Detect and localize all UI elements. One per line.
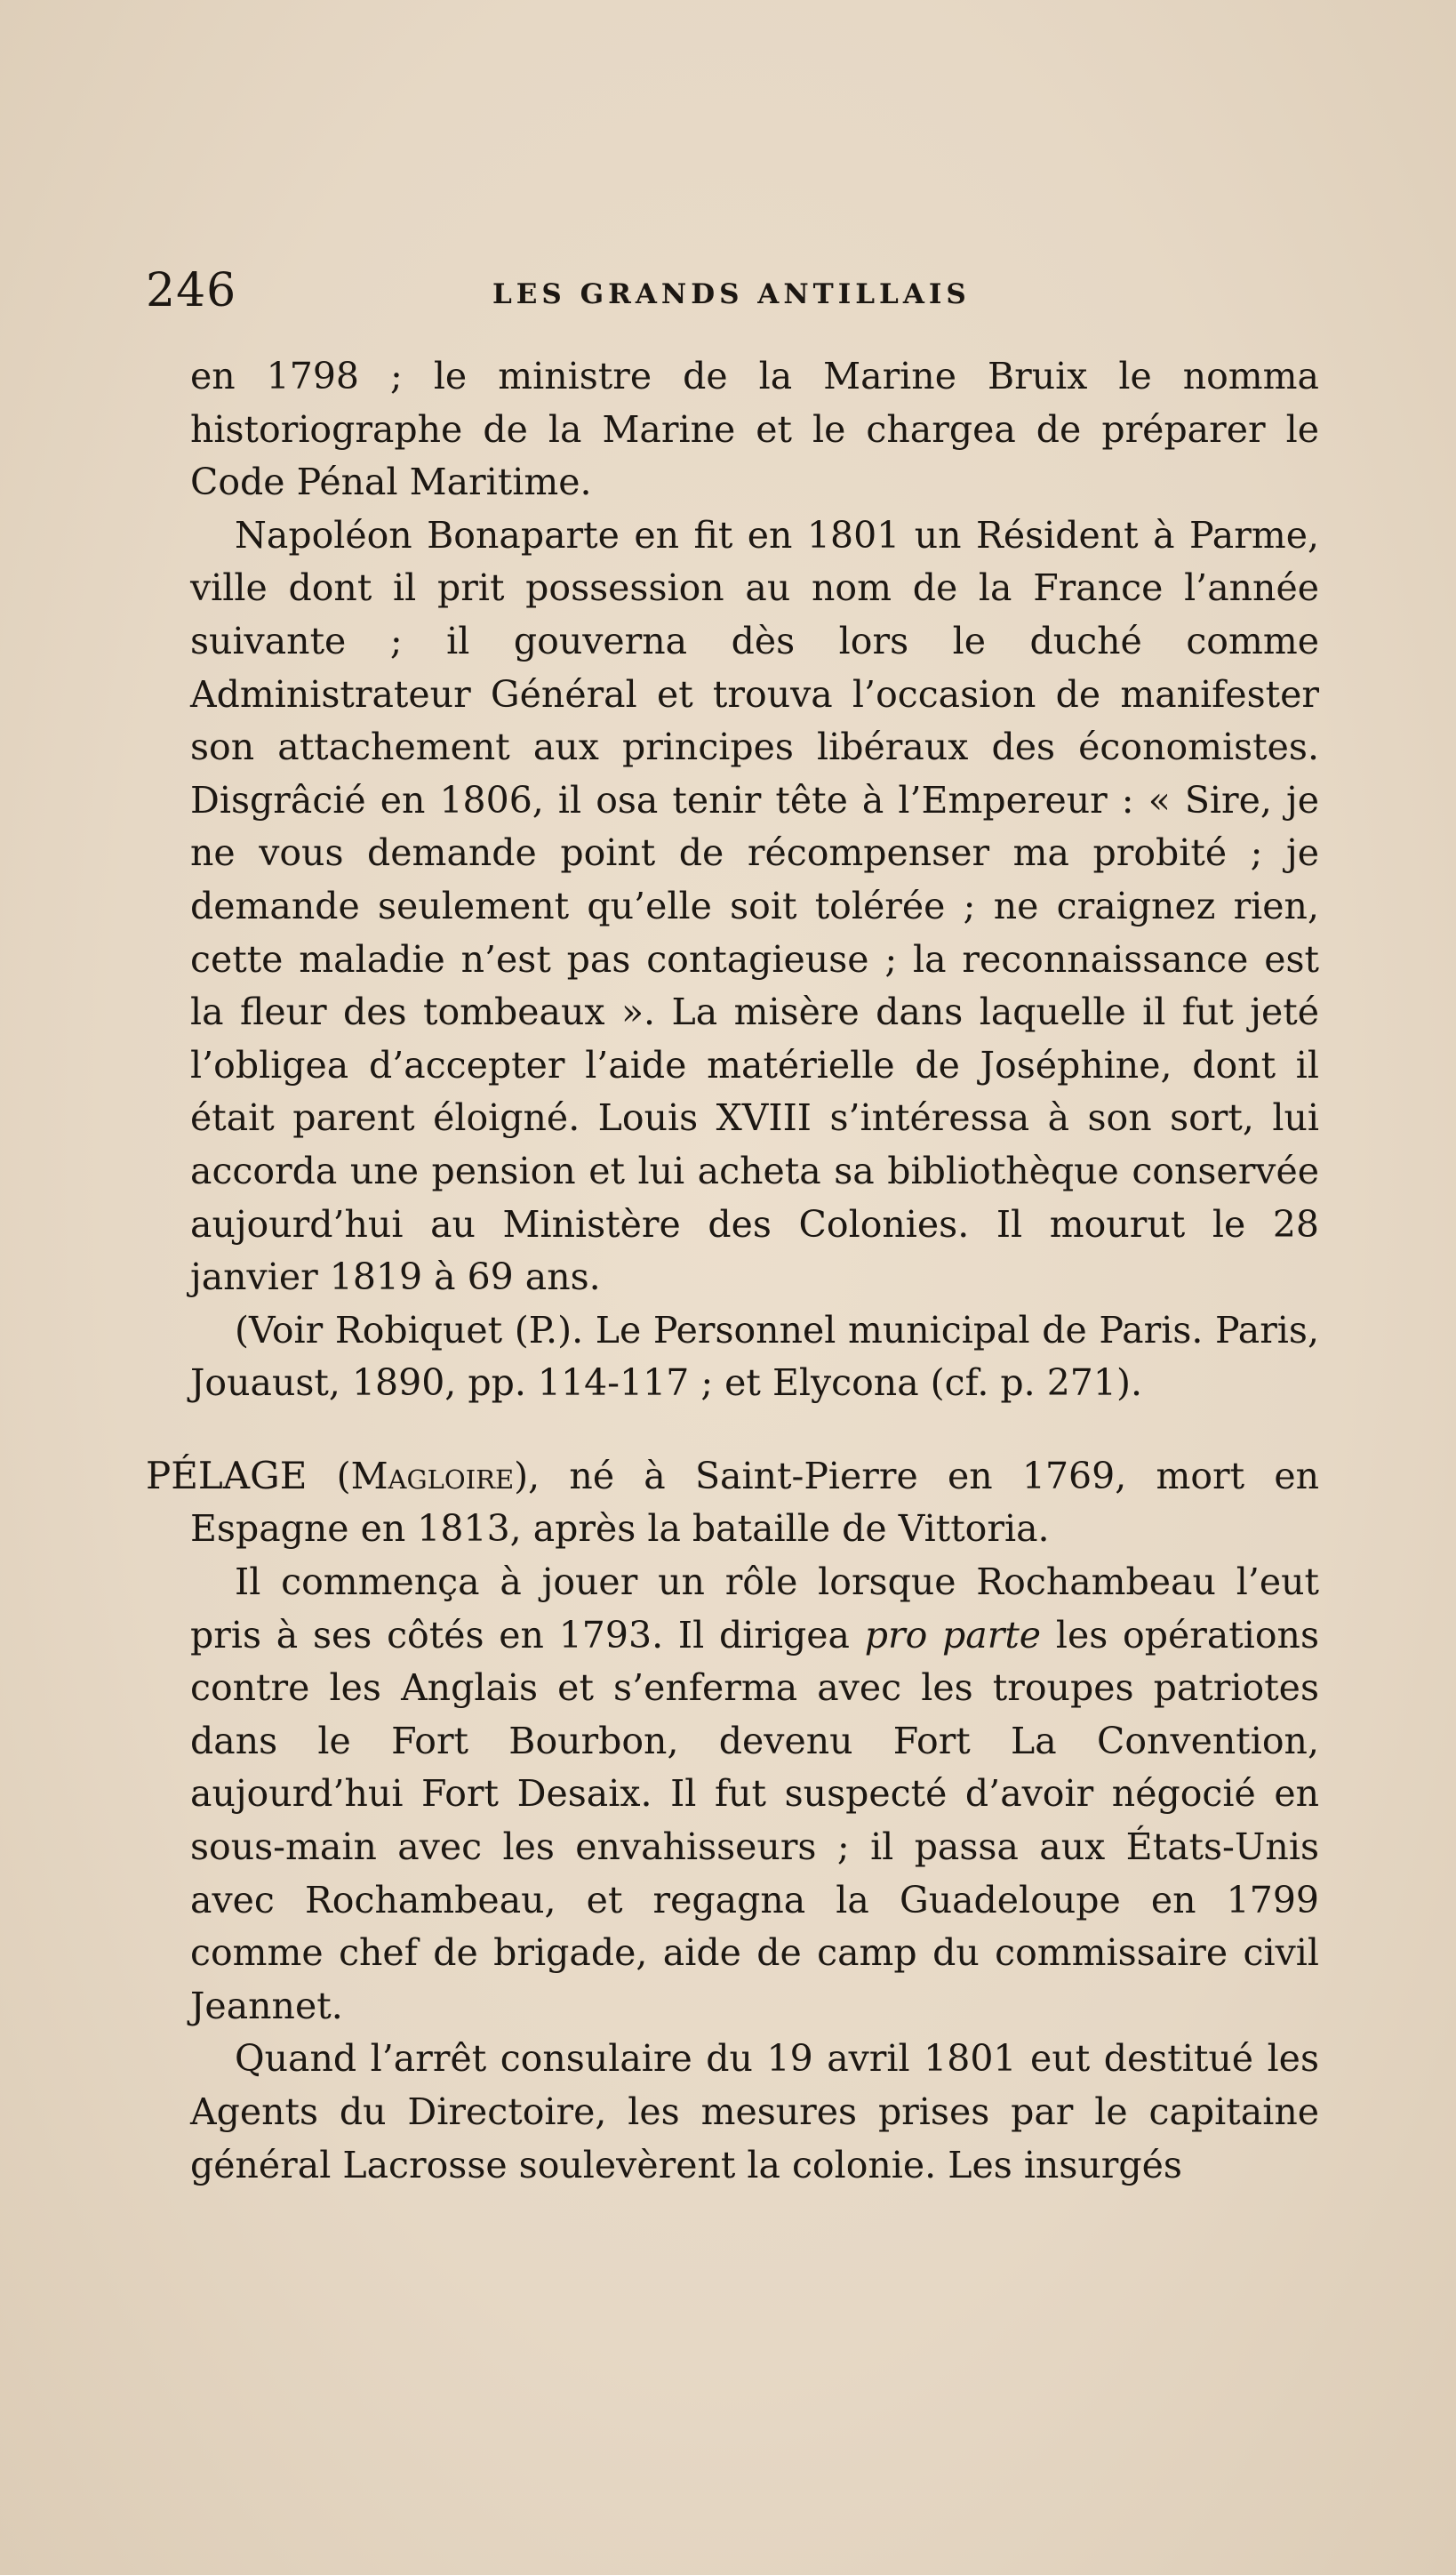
paragraph-reference: (Voir Robiquet (P.). Le Personnel municipal de Paris. Paris, Jouaust, 1890, pp. 114-117 ; et Elycona (cf. p. 271).: [190, 1308, 1319, 1405]
paragraph-continued: en 1798 ; le ministre de la Marine Bruix le nomma historiographe de la Marine et le chargea de préparer le Code Pénal Maritime.: [190, 355, 1319, 504]
entry-intro: , né à Saint-Pierre en 1769, mort en Espagne en 1813, après la bataille de Vittoria.: [190, 1454, 1319, 1551]
career-text-after: les opérations contre les Anglais et s’enferma avec les troupes patriotes dans le Fort Bourbon, devenu Fort La Convention, aujourd’hui Fort Desaix. Il fut suspecté d’avoir négocié en sous-main avec les envahisseurs ; il passa aux États-Unis avec Rochambeau, et regagna la Guadeloupe en 1799 comme chef de brigade, aide de camp du commissaire civil Jeannet.: [190, 1613, 1319, 2027]
page-header: [146, 260, 1319, 322]
entry-continuation: [146, 350, 1319, 1410]
running-title: LES GRANDS ANTILLAIS: [492, 278, 971, 310]
paragraph-insurrection: Quand l’arrêt consulaire du 19 avril 1801 eut destitué les Agents du Directoire, les mesures prises par le capitaine général Lacrosse soulevèrent la colonie. Les insurgés: [190, 2037, 1319, 2186]
page-number: 246: [146, 264, 237, 317]
career-text-before: Il commença à jouer un rôle lorsque Rochambeau l’eut pris à ses côtés en 1793. Il dirigea: [190, 1560, 1319, 1657]
entry-name: PÉLAGE: [146, 1453, 308, 1497]
entry-heading: [146, 1449, 1319, 1556]
entry-pelage: [146, 1449, 1319, 2192]
paragraph-parma: Napoléon Bonaparte en fit en 1801 un Résident à Parme, ville dont il prit possession au nom de la France l’année suivante ; il gouverna dès lors le duché comme Administrateur Général et trouva l’occasion de manifester son attachement aux principes libéraux des économistes. Disgrâcié en 1806, il osa tenir tête à l’Empereur : « Sire, je ne vous demande point de récompenser ma probité ; je demande seulement qu’elle soit tolérée ; ne craignez rien, cette maladie n’est pas contagieuse ; la reconnaissance est la fleur des tombeaux ». La misère dans laquelle il fut jeté l’obligea d’accepter l’aide matérielle de Joséphine, dont il était parent éloigné. Louis XVIII s’intéressa à son sort, lui accorda une pension et lui acheta sa bibliothèque conservée aujourd’hui au Ministère des Colonies. Il mourut le 28 janvier 1819 à 69 ans.: [190, 513, 1319, 1299]
career-italic: pro parte: [864, 1613, 1042, 1657]
paragraph-career: [146, 1556, 1319, 2033]
page-body: [146, 350, 1319, 2192]
entry-given-name: (Magloire): [336, 1454, 529, 1497]
